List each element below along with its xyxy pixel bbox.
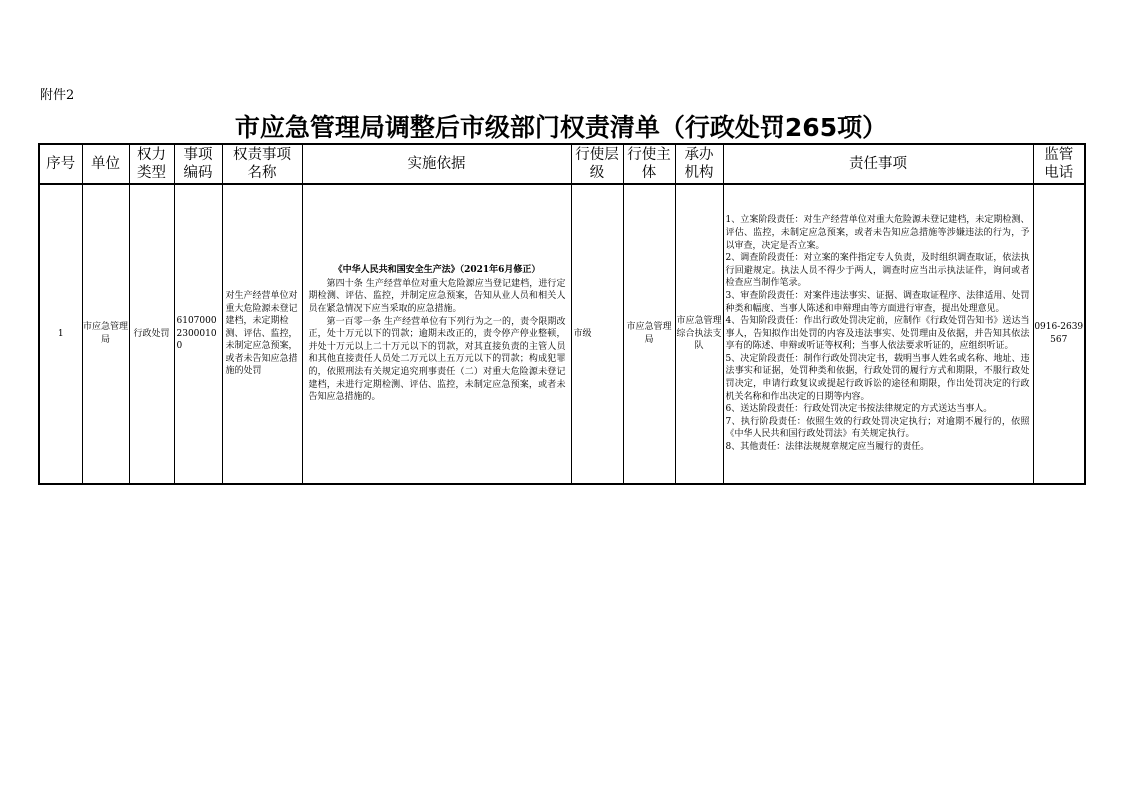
- header-basis: 实施依据: [302, 144, 571, 184]
- cell-responsibility: [723, 184, 1033, 484]
- header-responsibility: 责任事项: [723, 144, 1033, 184]
- header-item-code: 事项 编码: [174, 144, 222, 184]
- responsibility-item: 1、立案阶段责任：对生产经营单位对重大危险源未登记建档，未定期检测、评估、监控，未制定应急预案，或者未告知应急措施等涉嫌违法的行为，予以审查，决定是否立案。: [725, 215, 1030, 251]
- responsibility-item: 4、告知阶段责任：作出行政处罚决定前，应制作《行政处罚告知书》送达当事人，告知拟作出处罚的内容及违法事实、处罚理由及依据，并告知其依法享有的陈述、申辩或听证等权利；当事人依法要求听证的，应组织听证。: [725, 316, 1030, 352]
- header-handler: 承办 机构: [675, 144, 723, 184]
- attachment-label: 附件2: [40, 88, 75, 103]
- responsibility-item: 6、送达阶段责任：行政处罚决定书按法律规定的方式送达当事人。: [725, 404, 993, 415]
- cell-power-type: 行政处罚: [129, 184, 174, 484]
- cell-seq: 1: [39, 184, 82, 484]
- basis-title: 《中华人民共和国安全生产法》（2021年6月修正）: [333, 265, 541, 276]
- page-title: 市应急管理局调整后市级部门权责清单（行政处罚265项）: [234, 113, 888, 142]
- basis-paragraph: 第四十条 生产经营单位对重大危险源应当登记建档，进行定期检测、评估、监控，并制定应急预案，告知从业人员和相关人员在紧急情况下应当采取的应急措施。: [308, 278, 566, 315]
- header-level: 行使层 级: [571, 144, 623, 184]
- cell-handler: 市应急管理综合执法支队: [675, 184, 723, 484]
- basis-paragraph: 第一百零一条 生产经营单位有下列行为之一的，责令限期改正，处十万元以下的罚款；逾期未改正的，责令停产停业整顿，并处十万元以上二十万元以下的罚款，对其直接负责的主管人员和其他直接责任人员处二万元以上五万元以下的罚款；构成犯罪的，依照刑法有关规定追究刑事责任（二）对重大危险源未登记建档，未进行定期检测、评估、监控，未制定应急预案，或者未告知应急措施的。: [308, 316, 566, 403]
- cell-unit: 市应急管理局: [82, 184, 129, 484]
- cell-phone: 0916-2639567: [1033, 184, 1085, 484]
- header-phone: 监管 电话: [1033, 144, 1085, 184]
- header-item-name: 权责事项 名称: [222, 144, 302, 184]
- header-unit: 单位: [82, 144, 129, 184]
- cell-basis: [302, 184, 571, 484]
- responsibility-item: 3、审查阶段责任：对案件违法事实、证据、调查取证程序、法律适用、处罚种类和幅度、当事人陈述和申辩理由等方面进行审查，提出处理意见。: [725, 290, 1030, 314]
- table-row: [39, 184, 1085, 484]
- responsibility-table: [38, 143, 1086, 485]
- responsibility-item: 5、决定阶段责任：制作行政处罚决定书，载明当事人姓名或名称、地址、违法事实和证据，处罚种类和依据，行政处罚的履行方式和期限，不服行政处罚决定，申请行政复议或提起行政诉讼的途径和期限，作出处罚决定的行政机关名称和作出决定的日期等内容。: [725, 353, 1030, 402]
- responsibility-item: 2、调查阶段责任：对立案的案件指定专人负责，及时组织调查取证，依法执行回避规定。执法人员不得少于两人，调查时应当出示执法证件，询问或者检查应当制作笔录。: [725, 253, 1030, 289]
- header-power-type: 权力 类型: [129, 144, 174, 184]
- cell-item-code: 610700023000100: [174, 184, 222, 484]
- cell-level: 市级: [571, 184, 623, 484]
- cell-item-name: 对生产经营单位对重大危险源未登记建档，未定期检测、评估、监控，未制定应急预案，或者未告知应急措施的处罚: [222, 184, 302, 484]
- header-subject: 行使主 体: [623, 144, 675, 184]
- header-row: [39, 144, 1085, 184]
- responsibility-item: 7、执行阶段责任：依照生效的行政处罚决定执行；对逾期不履行的，依照《中华人民共和国行政处罚法》有关规定执行。: [725, 416, 1030, 440]
- responsibility-item: 8、其他责任：法律法规规章规定应当履行的责任。: [725, 442, 930, 453]
- cell-subject: 市应急管理局: [623, 184, 675, 484]
- header-seq: 序号: [39, 144, 82, 184]
